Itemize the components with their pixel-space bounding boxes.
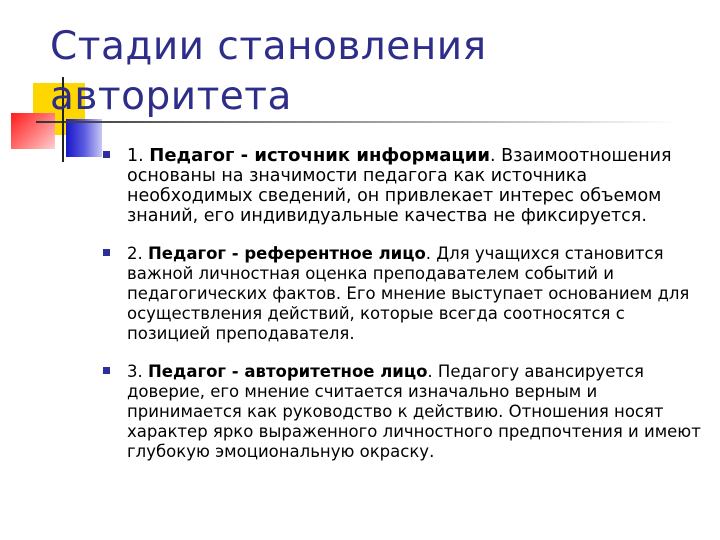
- bullet-square-icon: [103, 367, 110, 374]
- bullet-text: . Взаимоотношения основаны на значимости педагога как источника необходимых сведений, он привлекает интерес объемом знаний, его индивидуальные качества не фиксируется.: [127, 146, 672, 226]
- bullet-heading: Педагог - референтное лицо: [148, 244, 426, 263]
- slide-title: Стадии становления авторитета: [50, 24, 487, 119]
- bullet-item-2: [103, 244, 703, 344]
- bullet-text: . Педагогу авансируется доверие, его мнение считается изначально верным и принимается как руководство к действию. Отношения носят характер ярко выраженного личностного предпочтения и имеют глубокую эмоциональную окраску.: [127, 362, 701, 461]
- decorative-red-square: [11, 113, 55, 149]
- decorative-blue-square: [66, 119, 102, 157]
- bullet-square-icon: [103, 151, 110, 158]
- bullet-heading: Педагог - авторитетное лицо: [148, 362, 428, 381]
- bullet-list: [103, 146, 703, 480]
- bullet-item-1: [103, 146, 703, 226]
- bullet-number: 3.: [127, 362, 148, 381]
- bullet-square-icon: [103, 249, 110, 256]
- bullet-number: 2.: [127, 244, 148, 263]
- bullet-item-3: [103, 362, 703, 462]
- bullet-text: . Для учащихся становится важной личностная оценка преподавателем событий и педагогических фактов. Его мнение выступает основанием для осуществления действий, которые всегда соотносятся с позицией преподавателя.: [127, 244, 690, 343]
- bullet-heading: Педагог - источник информации: [149, 145, 490, 166]
- bullet-number: 1.: [127, 146, 150, 166]
